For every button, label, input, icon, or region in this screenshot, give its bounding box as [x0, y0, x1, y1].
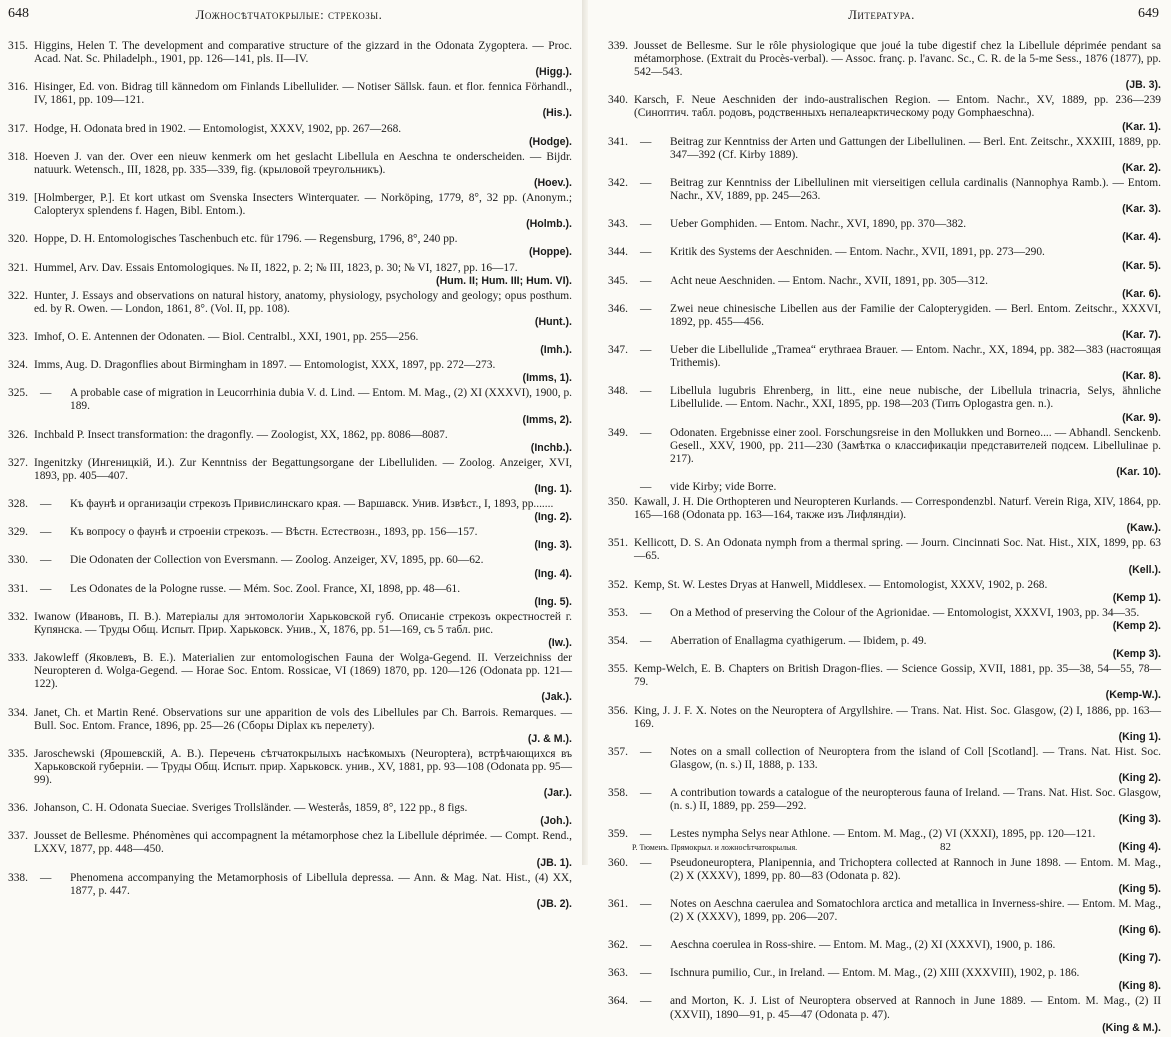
entry-abbreviation: (J. & M.).: [527, 732, 572, 745]
ditto-dash: —: [640, 606, 652, 619]
bibliography-entry: [608, 427, 1161, 479]
entry-abbreviation: (Inchb.).: [530, 441, 572, 454]
entry-number: 363.: [608, 967, 628, 980]
entry-citation: Hodge, H. Odonata bred in 1902. — Entomologist, XXXV, 1902, pp. 267—268.: [34, 122, 402, 135]
ditto-dash: —: [640, 344, 652, 357]
entry-abbreviation: (King & M.).: [1102, 1021, 1161, 1034]
bibliography-entry: [608, 995, 1161, 1034]
entry-number: 325.: [8, 387, 28, 400]
bibliography-entry: [8, 748, 572, 800]
bibliography-entry: [8, 123, 572, 149]
entry-number: 349.: [608, 426, 628, 439]
entry-abbreviation: (King 5).: [1118, 882, 1161, 895]
entry-citation: Ueber Gomphiden. — Entom. Nachr., XVI, 1890, pp. 370—382.: [670, 218, 967, 231]
entry-citation: Kellicott, D. S. An Odonata nymph from a thermal spring. — Journ. Cincinnati Soc. Nat. Hist., XIX, 1899, pp. 63—65.: [634, 537, 1161, 563]
entry-number: 329.: [8, 526, 28, 539]
entry-number: 319.: [8, 192, 28, 205]
bibliography-entry: [8, 611, 572, 650]
bibliography-entry: [608, 177, 1161, 216]
bibliography-entry: [608, 579, 1161, 605]
entry-number: 339.: [608, 40, 628, 52]
entry-citation: Inchbald P. Insect transformation: the dragonfly. — Zoologist, XX, 1862, pp. 8086—8087.: [34, 428, 448, 441]
entry-number: 354.: [608, 635, 628, 648]
entry-abbreviation: (Kar. 3).: [1122, 203, 1161, 216]
bibliography-entry: [8, 233, 572, 259]
ditto-dash: —: [640, 939, 652, 952]
bibliography-entry: [608, 635, 1161, 661]
entry-number: 361.: [608, 897, 628, 910]
entry-abbreviation: (Ing. 3).: [534, 539, 572, 552]
entry-citation: Kawall, J. H. Die Orthopteren und Neuropteren Kurlands. — Correspondenzbl. Naturf. Verein Riga, XIV, 1864, pp. 165—168 (Odonata pp. 163—164, также изъ Лифляндіи).: [634, 496, 1161, 522]
entry-abbreviation: (King 3).: [1118, 813, 1161, 826]
entry-abbreviation: (Kemp 2).: [1112, 619, 1161, 632]
entry-abbreviation: (Higg.).: [535, 66, 572, 79]
entry-abbreviation: (JB. 2).: [536, 897, 572, 910]
entry-abbreviation: (Kar. 9).: [1122, 411, 1161, 424]
bibliography-entry: [8, 498, 572, 524]
entry-citation: Ischnura pumilio, Cur., in Ireland. — Entom. M. Mag., (2) XIII (XXXVIII), 1902, p. 186.: [670, 967, 1080, 980]
ditto-dash: —: [640, 745, 652, 758]
ditto-dash: —: [40, 871, 52, 884]
entry-abbreviation: (Kar. 1).: [1122, 120, 1161, 133]
entry-citation: Johanson, C. H. Odonata Sueciae. Sveriges Trollsländer. — Westerås, 1859, 8°, 122 pp., 8 figs.: [34, 802, 468, 815]
bibliography-entry: [608, 663, 1161, 702]
running-head: Ложносѣтчатокрылые: стрекозы.: [195, 7, 383, 22]
bibliography-entry: [8, 331, 572, 357]
bibliography-entry: [608, 136, 1161, 175]
bibliography-entry: [8, 802, 572, 828]
ditto-dash: —: [640, 246, 652, 259]
entry-number: 338.: [8, 871, 28, 884]
bibliography-entry: [608, 537, 1161, 576]
entry-abbreviation: (Kemp 3).: [1112, 648, 1161, 661]
bibliography-entry: [8, 652, 572, 704]
bibliography-entry: [8, 81, 572, 120]
bibliography-entry: [608, 303, 1161, 342]
entry-abbreviation: (Jak.).: [541, 691, 572, 704]
entry-abbreviation: (JB. 3).: [1125, 79, 1161, 92]
entry-citation: Jousset de Bellesme. Phénomènes qui accompagnent la métamorphose chez la Libellule déprimée. — Compt. Rend., LXXV, 1877, pp. 448—450.: [34, 830, 572, 856]
entry-number: 320.: [8, 233, 28, 246]
entry-citation: Acht neue Aeschniden. — Entom. Nachr., XVII, 1891, pp. 305—312.: [670, 274, 988, 287]
entry-number: 355.: [608, 663, 628, 676]
left-page: [0, 0, 578, 910]
entry-citation: Iwanow (Ивановъ, П. В.). Матеріалы для энтомологіи Харьковской губ. Описаніе стрекозъ окрестностей г. Купянска. — Труды Общ. Испыт. Прир. Харьковск. Унив., X, 1876, pp. 51—169, съ 5 табл. рис.: [34, 610, 572, 636]
entry-abbreviation: (Joh.).: [540, 815, 572, 828]
page-footer: [632, 841, 1151, 855]
bibliography-entry: [608, 40, 1161, 92]
bibliography-entry: [608, 967, 1161, 993]
entry-citation: Jaroschewski (Ярошевскій, А. В.). Перечень сѣтчатокрылыхъ насѣкомыхъ (Neuroptera), встрѣчающихся въ Харьковской губерніи. — Труды Общ. Испыт. прир. Харьковск. унив., XV, 1881, pp. 93—108 (Odonata pp. 95—99).: [34, 747, 572, 786]
entry-number: 360.: [608, 856, 628, 869]
ditto-dash: —: [640, 135, 652, 148]
entry-citation: Les Odonates de la Pologne russe. — Mém. Soc. Zool. France, XI, 1898, pp. 48—61.: [70, 582, 461, 595]
entry-citation: Ueber die Libellulide „Tramea“ erythraea Brauer. — Entom. Nachr., XX, 1894, pp. 382—383 (настоящая Trithemis).: [670, 344, 1161, 370]
entry-abbreviation: (Hum. II; Hum. III; Hum. VI).: [436, 274, 572, 287]
bibliography-entry: [608, 705, 1161, 744]
running-head: Литература.: [848, 7, 915, 22]
entry-number: 326.: [8, 428, 28, 441]
entry-number: 328.: [8, 498, 28, 511]
entry-number: 346.: [608, 302, 628, 315]
bibliography-list: [8, 40, 572, 913]
ditto-dash: —: [640, 856, 652, 869]
ditto-dash: —: [40, 554, 52, 567]
ditto-dash: —: [640, 635, 652, 648]
bibliography-entry: [608, 275, 1161, 301]
ditto-dash: —: [640, 426, 652, 439]
bibliography-entry: [8, 526, 572, 552]
entry-abbreviation: (Kar. 10).: [1116, 465, 1161, 478]
entry-citation: Notes on Aeschna caerulea and Somatochlora arctica and metallica in Inverness-shire. — Entom. M. Mag., (2) X (XXXV), 1899, pp. 206—207.: [670, 897, 1161, 923]
entry-citation: Janet, Ch. et Martin René. Observations sur une apparition de vols des Libellules par Ch. Barrois. Remarques. — Bull. Soc. Entom. France, 1896, pp. 25—26 (Сборы Diplax къ перелету).: [34, 706, 572, 732]
bibliography-entry: [8, 457, 572, 496]
page-header: [0, 6, 578, 24]
bibliography-entry: [8, 707, 572, 746]
entry-citation: Kritik des Systems der Aeschniden. — Entom. Nachr., XVII, 1891, pp. 273—290.: [670, 246, 1045, 259]
entry-abbreviation: (Hoppe).: [529, 246, 572, 259]
bibliography-entry: [8, 192, 572, 231]
entry-citation: Hoppe, D. H. Entomologisches Taschenbuch etc. für 1796. — Regensburg, 1796, 8°, 240 pp.: [34, 233, 458, 246]
entry-number: 315.: [8, 40, 28, 52]
entry-abbreviation: (Ing. 4).: [534, 567, 572, 580]
entry-abbreviation: (Ing. 2).: [534, 511, 572, 524]
bibliography-entry: [608, 344, 1161, 383]
entry-abbreviation: (Jar.).: [543, 787, 572, 800]
entry-number: 332.: [8, 610, 28, 623]
ditto-dash: —: [40, 498, 52, 511]
entry-number: 351.: [608, 537, 628, 550]
bibliography-entry: [608, 898, 1161, 937]
entry-number: 318.: [8, 150, 28, 163]
page-number: 649: [1138, 6, 1159, 21]
ditto-dash: —: [640, 787, 652, 800]
ditto-dash: —: [640, 385, 652, 398]
bibliography-entry: [8, 429, 572, 455]
entry-number: 335.: [8, 747, 28, 760]
entry-number: 321.: [8, 261, 28, 274]
entry-number: 345.: [608, 274, 628, 287]
entry-citation: Beitrag zur Kenntniss der Libellulinen mit vierseitigen cellula cardinalis (Nannophya Ramb.). — Entom. Nachr., XV, 1889, pp. 245—263.: [670, 176, 1161, 203]
bibliography-entry: [608, 857, 1161, 896]
entry-abbreviation: (King 2).: [1118, 771, 1161, 784]
entry-number: 324.: [8, 359, 28, 372]
bibliography-entry: [8, 290, 572, 329]
bibliography-entry: [8, 40, 572, 79]
entry-abbreviation: (Kemp 1).: [1112, 591, 1161, 604]
entry-citation: Къ вопросу о фаунѣ и строеніи стрекозъ. — Вѣстн. Естествозн., 1893, pp. 156—157.: [70, 526, 478, 539]
bibliography-entry: [8, 262, 572, 288]
ditto-dash: —: [40, 387, 52, 400]
bibliography-list: [608, 40, 1161, 1037]
entry-citation: Phenomena accompanying the Metamorphosis of Libellula depressa. — Ann. & Mag. Nat. Hist., (4) XX, 1877, p. 447.: [70, 871, 572, 897]
entry-abbreviation: (Kar. 4).: [1122, 231, 1161, 244]
entry-abbreviation: (King 7).: [1118, 952, 1161, 965]
entry-abbreviation: (Imms, 2).: [522, 413, 572, 426]
entry-abbreviation: (King 4).: [1118, 841, 1161, 854]
bibliography-entry: [608, 218, 1161, 244]
entry-abbreviation: (Hoev.).: [533, 176, 572, 189]
entry-number: 344.: [608, 246, 628, 259]
entry-abbreviation: (King 1).: [1118, 730, 1161, 743]
entry-number: 333.: [8, 652, 28, 665]
entry-number: 343.: [608, 218, 628, 231]
entry-number: 322.: [8, 289, 28, 302]
entry-citation: [Holmberger, P.]. Et kort utkast om Svenska Insecters Winterquater. — Norköping, 1779, 8°, 32 pp. (Anonym.; Calopteryx splendens f. Hagen, Bibl. Entom.).: [34, 192, 572, 218]
entry-abbreviation: (Kar. 2).: [1122, 161, 1161, 174]
entry-abbreviation: (Kaw.).: [1126, 522, 1161, 535]
entry-citation: and Morton, K. J. List of Neuroptera observed at Rannoch in June 1889. — Entom. M. Mag., (2) II (XXVII), 1890—91, p. 45—47 (Odonata p. 47).: [670, 995, 1161, 1021]
entry-citation: Notes on a small collection of Neuroptera from the island of Coll [Scotland]. — Trans. Nat. Hist. Soc. Glasgow, (n. s.) II, 1888, p. 133.: [670, 745, 1161, 771]
entry-abbreviation: (Hodge).: [529, 135, 572, 148]
entry-number: 347.: [608, 344, 628, 357]
entry-number: 341.: [608, 135, 628, 148]
entry-citation: Lestes nympha Selys near Athlone. — Entom. M. Mag., (2) VI (XXXI), 1895, pp. 120—121.: [670, 828, 1096, 841]
entry-citation: Zwei neue chinesische Libellen aus der Familie der Calopterygiden. — Berl. Entom. Zeitschr., XXXVI, 1892, pp. 455—456.: [670, 302, 1161, 328]
bibliography-entry: [8, 359, 572, 385]
entry-citation: Къ фаунѣ и организаціи стрекозъ Привислинскаго края. — Варшавск. Унив. Извѣст., I, 1893, pp.......: [70, 498, 554, 511]
entry-citation: Ingenitzky (Ингеницкій, И.). Zur Kenntniss der Begattungsorgane der Libelluliden. — Zoolog. Anzeiger, XVI, 1893, pp. 405—407.: [34, 456, 572, 482]
entry-abbreviation: (Kar. 8).: [1122, 370, 1161, 383]
entry-number: 340.: [608, 94, 628, 107]
entry-citation: Imms, Aug. D. Dragonflies about Birmingham in 1897. — Entomologist, XXX, 1897, pp. 272—273.: [34, 359, 496, 372]
ditto-dash: —: [640, 274, 652, 287]
entry-citation: Jakowleff (Яковлевъ, В. Е.). Materialien zur entomologischen Fauna der Wolga-Gegend. II. Verzeichniss der Neuropteren d. Wolga-Gegend. — Horae Soc. Entom. Rossicae, VI (1869) 1870, pp. 120—126 (Odonata pp. 121—122).: [34, 652, 572, 691]
entry-abbreviation: (JB. 1).: [536, 856, 572, 869]
ditto-dash: —: [640, 967, 652, 980]
page-header: [592, 6, 1171, 24]
entry-citation: vide Kirby; vide Borre.: [670, 481, 777, 493]
bibliography-entry: [608, 939, 1161, 965]
entry-citation: A contribution towards a catalogue of the neuropterous fauna of Ireland. — Trans. Nat. Hist. Soc. Glasgow, (n. s.) II, 1889, pp. 259—292.: [670, 787, 1161, 813]
entry-citation: Higgins, Helen T. The development and comparative structure of the gizzard in the Odonata Zygoptera. — Proc. Acad. Nat. Sc. Philadelph., 1901, pp. 126—141, pls. II—IV.: [34, 40, 572, 66]
ditto-dash: —: [640, 302, 652, 315]
ditto-dash: —: [40, 526, 52, 539]
entry-number: 331.: [8, 582, 28, 595]
entry-number: 327.: [8, 456, 28, 469]
book-gutter: [582, 0, 588, 865]
entry-citation: Hoeven J. van der. Over een nieuw kenmerk om het geslacht Libellula en Aeschna te onderscheiden. — Bijdr. natuurk. Wetensch., III, 1828, pp. 335—339, fig. (крыловой треугольникъ).: [34, 150, 572, 176]
entry-abbreviation: (Imms, 1).: [522, 372, 572, 385]
bibliography-entry: [608, 481, 1161, 494]
entry-number: 330.: [8, 554, 28, 567]
entry-number: 348.: [608, 385, 628, 398]
bibliography-entry: [8, 151, 572, 190]
entry-number: 336.: [8, 802, 28, 815]
bibliography-entry: [8, 387, 572, 426]
bibliography-entry: [608, 246, 1161, 272]
entry-number: 337.: [8, 830, 28, 843]
entry-citation: Kemp-Welch, E. B. Chapters on British Dragon-flies. — Science Gossip, XVII, 1881, pp. 35—38, 54—55, 78—79.: [634, 663, 1161, 689]
signature-mark: 82: [940, 841, 951, 853]
entry-citation: Imhof, O. E. Antennen der Odonaten. — Biol. Centralbl., XXI, 1901, pp. 255—256.: [34, 330, 419, 343]
entry-citation: Libellula lugubris Ehrenberg, in litt., eine neue nubische, der Libellula trinacria, Selys, ähnliche Libellulide. — Entom. Nachr., XXI, 1895, pp. 198—203 (Типъ Oplogastra gen. n.).: [670, 385, 1161, 411]
ditto-dash: —: [640, 897, 652, 910]
entry-citation: Jousset de Bellesme. Sur le rôle physiologique que joué la tube digestif chez la Libellule déprimée pendant sa métamorphose. (Extrait du Procès-verbal). — Assoc. franç. p. l'avanc. Sc., C. R. de la 5-me Sess., 1876 (1877), pp. 542—543.: [634, 40, 1161, 79]
ditto-dash: —: [640, 176, 652, 189]
entry-number: 323.: [8, 330, 28, 343]
bibliography-entry: [8, 830, 572, 869]
entry-citation: Die Odonaten der Collection von Eversmann. — Zoolog. Anzeiger, XV, 1895, pp. 60—62.: [70, 554, 484, 567]
entry-citation: Odonaten. Ergebnisse einer zool. Forschungsreise in den Mollukken und Borneo.... — Abhandl. Senckenb. Gesell., XXV, 1900, pp. 211—230 (Замѣтка о классификаціи представителей подсем. Libellulinae p. 217).: [670, 426, 1161, 465]
entry-number: 364.: [608, 995, 628, 1008]
entry-citation: King, J. J. F. X. Notes on the Neuroptera of Argyllshire. — Trans. Nat. Hist. Soc. Glasgow, (2) I, 1886, pp. 163—169.: [634, 704, 1161, 730]
entry-number: 356.: [608, 704, 628, 717]
entry-abbreviation: (Holmb.).: [526, 218, 572, 231]
bibliography-entry: [608, 496, 1161, 535]
entry-citation: Aberration of Enallagma cyathigerum. — Ibidem, p. 49.: [670, 635, 927, 648]
bibliography-entry: [608, 94, 1161, 133]
entry-citation: Hummel, Arv. Dav. Essais Entomologiques. № II, 1822, p. 2; № III, 1823, p. 30; № VI, 1827, pp. 16—17.: [34, 261, 518, 274]
entry-abbreviation: (King 8).: [1118, 980, 1161, 993]
entry-abbreviation: (Kemp-W.).: [1105, 689, 1161, 702]
entry-number: 357.: [608, 745, 628, 758]
entry-number: 350.: [608, 496, 628, 509]
entry-abbreviation: (Kar. 6).: [1122, 287, 1161, 300]
page-number: 648: [8, 6, 29, 21]
entry-number: 358.: [608, 787, 628, 800]
entry-citation: Pseudoneuroptera, Planipennia, and Trichoptera collected at Rannoch in June 1898. — Entom. M. Mag., (2) X (XXXV), 1899, pp. 80—83 (Odonata p. 82).: [670, 856, 1161, 882]
entry-citation: On a Method of preserving the Colour of the Agrionidae. — Entomologist, XXXVI, 1903, pp. 34—35.: [670, 606, 1140, 619]
entry-abbreviation: (Kell.).: [1128, 563, 1161, 576]
entry-citation: Aeschna coerulea in Ross-shire. — Entom. M. Mag., (2) XI (XXXVI), 1900, p. 186.: [670, 939, 1056, 952]
entry-citation: Hisinger, Ed. von. Bidrag till kännedom om Finlands Libellulider. — Notiser Sällsk. faun. et flor. fennica Förhandl., IV, 1861, pp. 109—121.: [34, 81, 572, 107]
entry-citation: A probable case of migration in Leucorrhinia dubia V. d. Lind. — Entom. M. Mag., (2) XI (XXXVI), 1900, p. 189.: [70, 387, 572, 413]
entry-abbreviation: (King 6).: [1118, 924, 1161, 936]
right-page: [592, 0, 1171, 1034]
entry-citation: Beitrag zur Kenntniss der Arten und Gattungen der Libellulinen. — Berl. Ent. Zeitschr., XXXIII, 1889, pp. 347—392 (Cf. Kirby 1889).: [670, 135, 1161, 161]
entry-abbreviation: (Iw.).: [548, 637, 572, 650]
ditto-dash: —: [640, 828, 652, 841]
bibliography-entry: [8, 554, 572, 580]
entry-number: 342.: [608, 176, 628, 189]
entry-abbreviation: (Ing. 1).: [534, 483, 572, 495]
ditto-dash: —: [640, 995, 652, 1008]
entry-number: 316.: [8, 81, 28, 94]
entry-abbreviation: (Ing. 5).: [534, 595, 572, 608]
footer-imprint: Р. Тюменъ. Прямокрыл. и ложносѣтчатокрылыя.: [632, 843, 798, 852]
bibliography-entry: [8, 872, 572, 911]
bibliography-entry: [608, 607, 1161, 633]
entry-citation: Kemp, St. W. Lestes Dryas at Hanwell, Middlesex. — Entomologist, XXXV, 1902, p. 268.: [634, 578, 1048, 591]
entry-abbreviation: (Hunt.).: [534, 315, 572, 328]
entry-citation: Hunter, J. Essays and observations on natural history, anatomy, physiology, psychology and geology; opus posthum. ed. by R. Owen. — London, 1861, 8°. (Vol. II, pp. 108).: [34, 289, 572, 315]
ditto-dash: —: [40, 582, 52, 595]
bibliography-entry: [608, 787, 1161, 826]
entry-citation: Karsch, F. Neue Aeschniden der indo-australischen Region. — Entom. Nachr., XV, 1889, pp. 236—239 (Синоптич. табл. родовъ, родственныхъ непалеарктическому роду Gomphaeschna).: [634, 94, 1161, 120]
ditto-dash: —: [640, 218, 652, 231]
bibliography-entry: [8, 583, 572, 609]
entry-number: 352.: [608, 578, 628, 591]
entry-abbreviation: (Kar. 5).: [1122, 259, 1161, 272]
bibliography-entry: [608, 746, 1161, 785]
entry-number: 359.: [608, 828, 628, 841]
bibliography-entry: [608, 385, 1161, 424]
entry-number: 362.: [608, 939, 628, 952]
ditto-dash: —: [640, 481, 652, 493]
entry-abbreviation: (Imh.).: [540, 344, 572, 357]
entry-number: 353.: [608, 606, 628, 619]
entry-abbreviation: (His.).: [542, 107, 572, 120]
entry-number: 334.: [8, 706, 28, 719]
entry-number: 317.: [8, 122, 28, 135]
entry-abbreviation: (Kar. 7).: [1122, 328, 1161, 341]
